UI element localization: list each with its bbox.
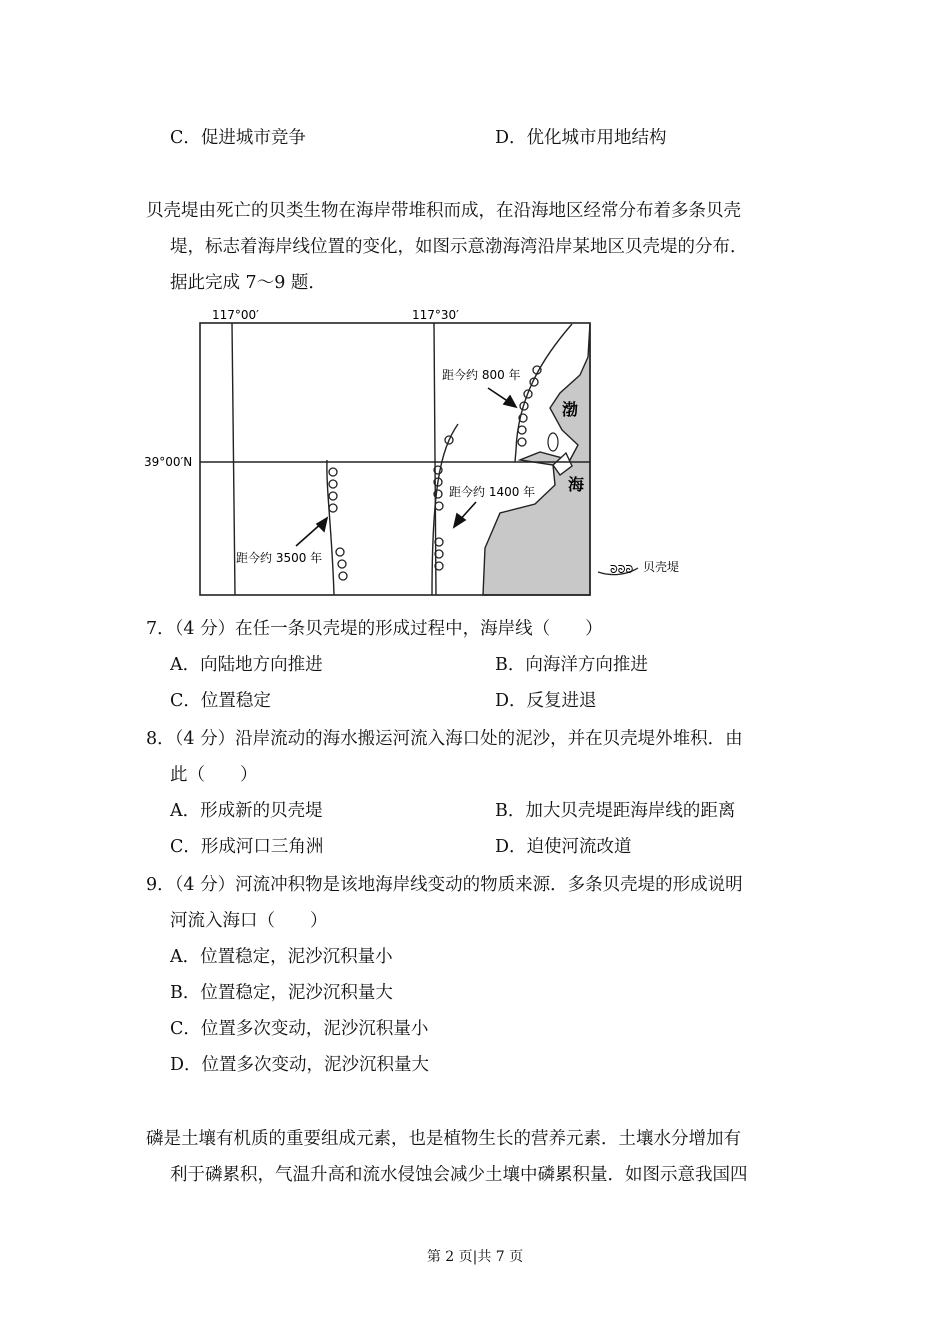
question-9-option-c: C．位置多次变动，泥沙沉积量小 [170, 1019, 429, 1039]
legend [598, 560, 679, 576]
islet [548, 433, 558, 451]
shell-symbols-800 [518, 366, 541, 446]
sea-label-hai: 海 [568, 475, 585, 494]
bohai-sea-area [483, 323, 590, 595]
question-8-option-a: A．形成新的贝壳堤 [170, 801, 323, 821]
question-8-option-b: B．加大贝壳堤距海岸线的距离 [495, 801, 736, 821]
option-d: D．优化城市用地结构 [495, 128, 667, 148]
question-7-option-b: B．向海洋方向推进 [495, 655, 648, 675]
intro-paragraph-line-3: 据此完成 7～9 题． [170, 273, 326, 293]
question-7-option-a: A．向陆地方向推进 [170, 655, 323, 675]
page-footer: 第 2 页|共 7 页 [426, 1249, 524, 1265]
intro2-line-1: 磷是土壤有机质的重要组成元素，也是植物生长的营养元素．土壤水分增加有 [146, 1129, 741, 1149]
question-7-option-c: C．位置稳定 [170, 691, 271, 711]
question-7-option-d: D．反复进退 [495, 691, 597, 711]
shell-ridge-map [140, 300, 720, 605]
question-9-option-b: B．位置稳定，泥沙沉积量大 [170, 983, 393, 1003]
option-c: C．促进城市竞争 [170, 128, 306, 148]
latitude-label: 39°00′N [144, 455, 193, 469]
longitude-label-117-30: 117°30′ [412, 308, 459, 322]
sea-label-bo: 渤 [562, 400, 579, 419]
question-9-stem-line-1: 9．（4 分）河流冲积物是该地海岸线变动的物质来源．多条贝壳堤的形成说明 [146, 875, 743, 895]
legend-shell-symbol: ᘐᘐᘐ [610, 563, 634, 576]
longitude-label-117-00: 117°00′ [212, 308, 259, 322]
question-7-stem: 7．（4 分）在任一条贝壳堤的形成过程中，海岸线（ ） [146, 619, 603, 639]
shell-symbols-3500 [329, 468, 347, 580]
label-3500-years: 距今约 3500 年 [236, 551, 323, 565]
question-9-option-a: A．位置稳定，泥沙沉积量小 [170, 947, 393, 967]
intro2-line-2: 利于磷累积，气温升高和流水侵蚀会减少土壤中磷累积量．如图示意我国四 [170, 1165, 748, 1185]
question-8-stem-line-1: 8．（4 分）沿岸流动的海水搬运河流入海口处的泥沙，并在贝壳堤外堆积．由 [146, 729, 743, 749]
question-9-stem-line-2: 河流入海口（ ） [170, 911, 328, 931]
label-800-years: 距今约 800 年 [442, 368, 521, 382]
intro-paragraph-line-1: 贝壳堤由死亡的贝类生物在海岸带堆积而成，在沿海地区经常分布着多条贝壳 [146, 201, 741, 221]
label-1400-years: 距今约 1400 年 [449, 485, 536, 499]
legend-label: 贝壳堤 [643, 560, 680, 574]
intro-paragraph-line-2: 堤，标志着海岸线位置的变化，如图示意渤海湾沿岸某地区贝壳堤的分布． [170, 237, 748, 257]
arrow-3500-head [317, 518, 327, 531]
question-8-option-c: C．形成河口三角洲 [170, 837, 324, 857]
question-8-option-d: D．迫使河流改道 [495, 837, 632, 857]
meridian-117-00 [232, 323, 235, 595]
question-9-option-d: D．位置多次变动，泥沙沉积量大 [170, 1055, 430, 1075]
arrow-800-head [504, 396, 516, 407]
question-8-stem-line-2: 此（ ） [170, 765, 258, 785]
